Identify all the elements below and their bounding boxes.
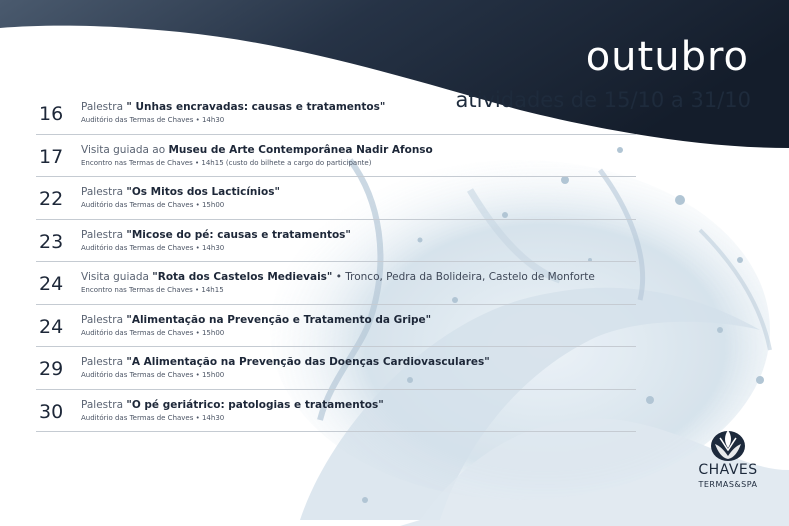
event-name: "Rota dos Castelos Medievais" xyxy=(152,271,333,283)
event-name: "Alimentação na Prevenção e Tratamento da Gripe" xyxy=(126,313,432,326)
event-name: " Unhas encravadas: causas e tratamentos" xyxy=(126,101,386,113)
event-name: "A Alimentação na Prevenção das Doenças Cardiovasculares" xyxy=(126,356,490,368)
event-type: Palestra xyxy=(81,186,124,198)
event-title xyxy=(81,229,351,241)
event-title xyxy=(81,356,490,368)
event-day: 29 xyxy=(39,358,64,380)
event-type: Visita guiada ao xyxy=(81,143,166,156)
event-details: Auditório das Termas de Chaves • 15h00 xyxy=(81,371,225,379)
event-extra: • Tronco, Pedra da Bolideira, Castelo de Monforte xyxy=(332,271,595,283)
event-row xyxy=(36,390,636,433)
event-details: Auditório das Termas de Chaves • 14h30 xyxy=(81,243,225,252)
event-day: 22 xyxy=(39,188,64,210)
event-title xyxy=(81,186,280,198)
event-type: Palestra xyxy=(81,356,124,368)
event-name: "Micose do pé: causas e tratamentos" xyxy=(126,228,351,241)
event-row xyxy=(36,305,636,348)
chaves-logo xyxy=(688,426,768,494)
event-row xyxy=(36,262,636,305)
event-title xyxy=(81,271,595,283)
event-type: Palestra xyxy=(81,398,124,411)
event-title xyxy=(81,399,384,411)
event-details: Encontro nas Termas de Chaves • 14h15 xyxy=(81,286,224,294)
event-day: 16 xyxy=(39,103,64,125)
event-name: "O pé geriátrico: patologias e tratamentos" xyxy=(126,398,384,411)
event-row xyxy=(36,347,636,390)
event-day: 30 xyxy=(39,400,64,423)
logo-subtitle: TERMAS&SPA xyxy=(698,480,758,489)
event-details: Auditório das Termas de Chaves • 14h30 xyxy=(81,116,225,124)
event-row xyxy=(36,92,636,135)
page-subtitle: atividades de 15/10 a 31/10 xyxy=(455,88,751,112)
event-title xyxy=(81,144,433,156)
event-type: Palestra xyxy=(81,101,124,113)
event-day: 17 xyxy=(39,145,64,168)
event-row xyxy=(36,177,636,220)
event-type: Visita guiada xyxy=(81,271,149,283)
logo-emblem-icon xyxy=(708,426,748,462)
event-details: Auditório das Termas de Chaves • 15h00 xyxy=(81,201,225,209)
events-list xyxy=(36,92,636,432)
logo-name: CHAVES xyxy=(698,462,758,478)
event-row xyxy=(36,135,636,178)
event-title xyxy=(81,314,431,326)
event-day: 24 xyxy=(39,273,64,295)
event-title xyxy=(81,101,385,113)
event-day: 24 xyxy=(39,315,64,338)
event-details: Auditório das Termas de Chaves • 15h00 xyxy=(81,328,225,337)
event-type: Palestra xyxy=(81,313,124,326)
event-name: "Os Mitos dos Lacticínios" xyxy=(126,186,280,198)
page-title: outubro xyxy=(585,34,749,80)
event-row xyxy=(36,220,636,263)
event-type: Palestra xyxy=(81,228,124,241)
event-details: Encontro nas Termas de Chaves • 14h15 (custo do bilhete a cargo do participante) xyxy=(81,158,372,167)
event-details: Auditório das Termas de Chaves • 14h30 xyxy=(81,413,225,422)
event-name: Museu de Arte Contemporânea Nadir Afonso xyxy=(168,143,433,156)
event-day: 23 xyxy=(39,230,64,253)
